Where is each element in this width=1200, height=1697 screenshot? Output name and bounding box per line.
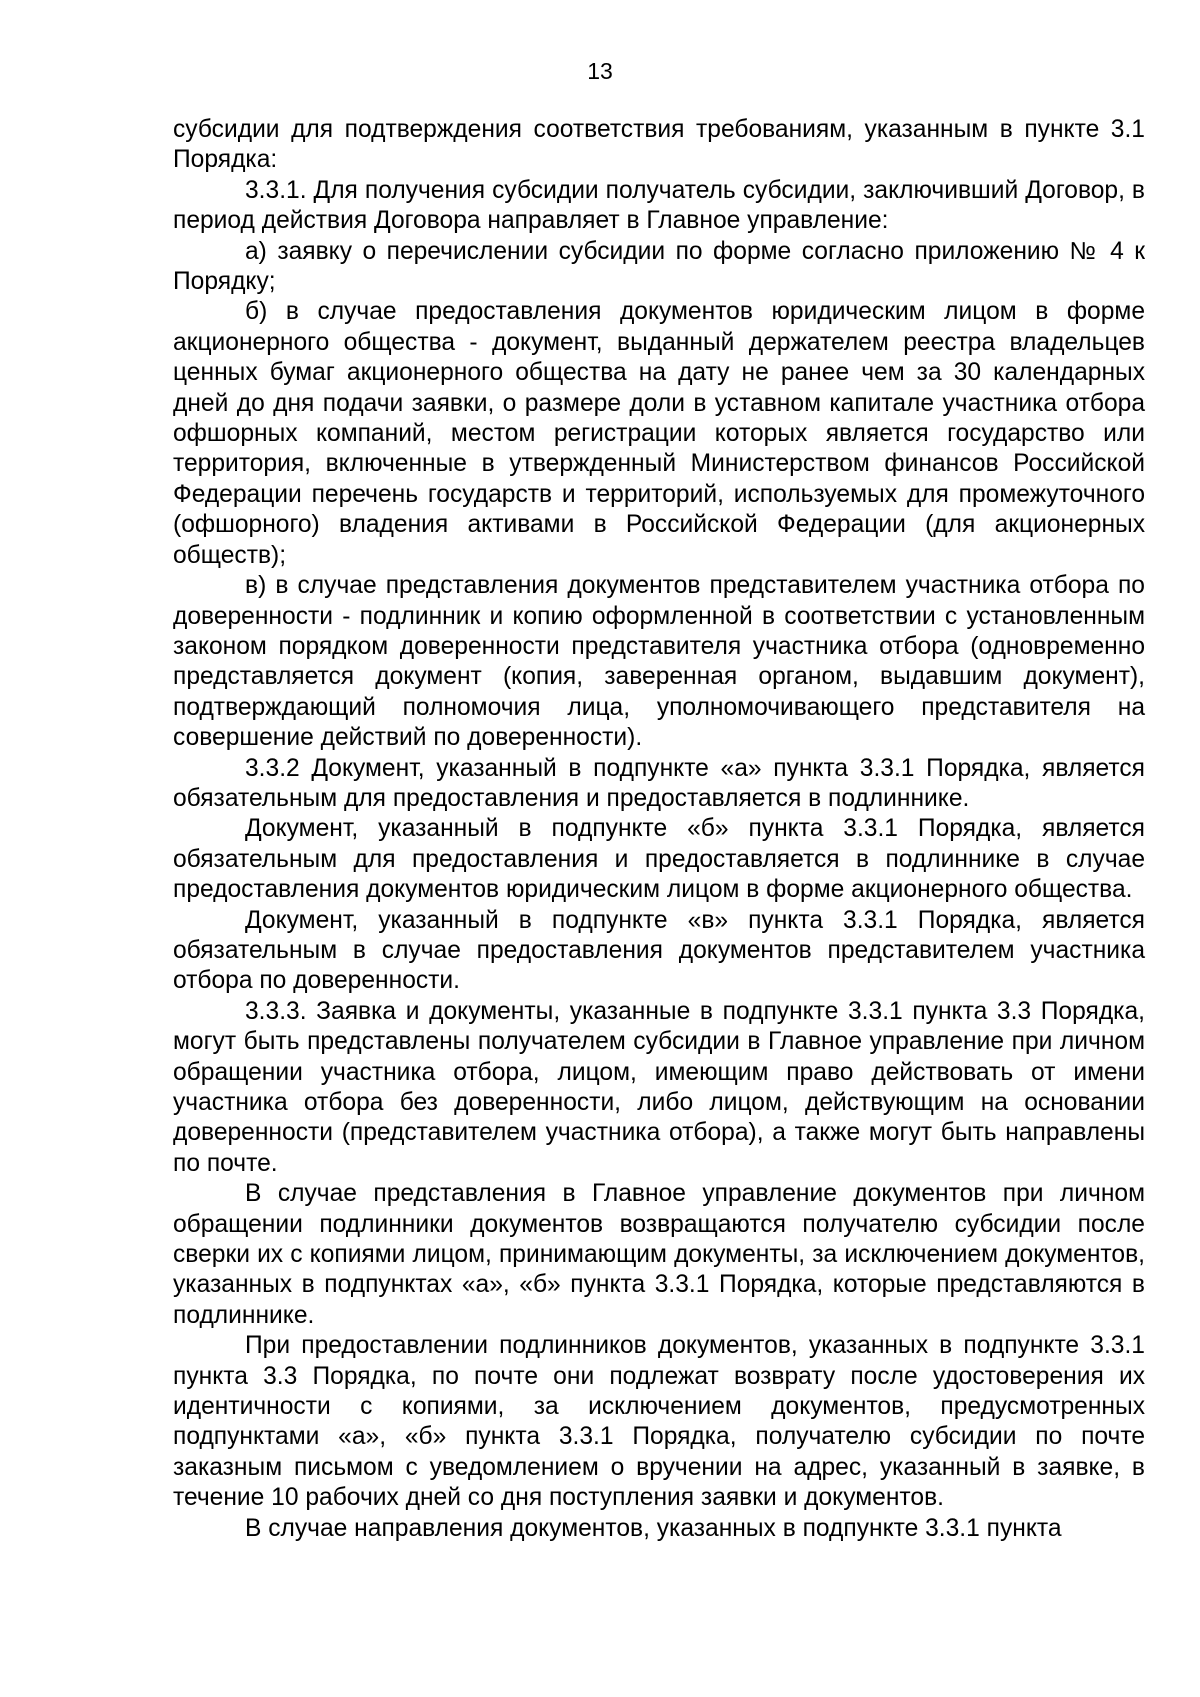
paragraph: 3.3.1. Для получения субсидии получатель субсидии, заключивший Договор, в период действия Договора направляет в Главное управление: [173,176,1145,235]
document-body [173,115,1145,1544]
paragraph: 3.3.2 Документ, указанный в подпункте «а» пункта 3.3.1 Порядка, является обязательным для предоставления и предоставляется в подлиннике. [173,754,1145,812]
paragraph: б) в случае предоставления документов юридическим лицом в форме акционерного общества - документ, выданный держателем реестра владельцев ценных бумаг акционерного общества на дату не ранее чем за 30 календарных дней до дня подачи заявки, о размере доли в уставном капитале участника отбора офшорных компаний, местом регистрации которых является государство или территория, включенные в утвержденный Министерством финансов Российской Федерации перечень государств и территорий, используемых для промежуточного (офшорного) владения активами в Российской Федерации (для акционерных обществ); [173,298,1145,569]
paragraph: Документ, указанный в подпункте «б» пункта 3.3.1 Порядка, является обязательным для предоставления и предоставляется в подлиннике в случае предоставления документов юридическим лицом в форме акционерного общества. [173,815,1145,904]
paragraph: При предоставлении подлинников документов, указанных в подпункте 3.3.1 пункта 3.3 Порядка, по почте они подлежат возврату после удостоверения их идентичности с копиями, за исключением документов, предусмотренных подпунктами «а», «б» пункта 3.3.1 Порядка, получателю субсидии по почте заказным письмом с уведомлением о вручении на адрес, указанный в заявке, в течение 10 рабочих дней со дня поступления заявки и документов. [173,1332,1145,1512]
paragraph: 3.3.3. Заявка и документы, указанные в подпункте 3.3.1 пункта 3.3 Порядка, могут быть представлены получателем субсидии в Главное управление при личном обращении участника отбора, лицом, имеющим право действовать от имени участника отбора без доверенности, либо лицом, действующим на основании доверенности (представителем участника отбора), а также могут быть направлены по почте. [173,997,1145,1177]
page-number: 13 [587,58,613,84]
paragraph: субсидии для подтверждения соответствия требованиям, указанным в пункте 3.1 Порядка: [173,116,1145,174]
paragraph: В случае направления документов, указанных в подпункте 3.3.1 пункта [245,1514,1062,1542]
paragraph: Документ, указанный в подпункте «в» пункта 3.3.1 Порядка, является обязательным в случае предоставления документов представителем участника отбора по доверенности. [173,906,1145,995]
paragraph: в) в случае представления документов представителем участника отбора по доверенности - подлинник и копию оформленной в соответствии с установленным законом порядком доверенности представителя участника отбора (одновременно представляется документ (копия, заверенная органом, выдавшим документ), подтверждающий полномочия лица, уполномочивающего представителя на совершение действий по доверенности). [173,572,1145,752]
paragraph: а) заявку о перечислении субсидии по форме согласно приложению № 4 к Порядку; [173,237,1145,296]
paragraph: В случае представления в Главное управление документов при личном обращении подлинники документов возвращаются получателю субсидии после сверки их с копиями лицом, принимающим документы, за исключением документов, указанных в подпунктах «а», «б» пункта 3.3.1 Порядка, которые представляются в подлиннике. [173,1180,1145,1329]
